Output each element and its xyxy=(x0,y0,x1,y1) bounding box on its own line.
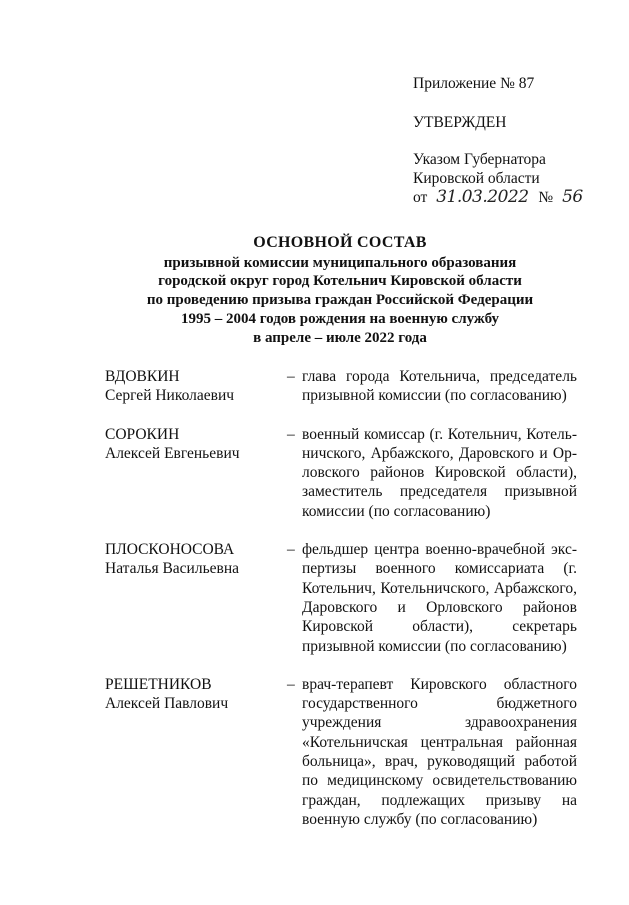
member-name xyxy=(105,425,280,464)
member-given-names: Алексей Евгеньевич xyxy=(105,444,240,462)
members-list xyxy=(105,367,585,829)
handwritten-date: 31.03.2022 xyxy=(436,187,529,207)
number-label: № xyxy=(538,189,554,206)
decree-date-number xyxy=(413,188,613,207)
handwritten-number: 56 xyxy=(562,187,583,207)
approved-label: УТВЕРЖДЕН xyxy=(413,114,507,131)
member-entry xyxy=(105,540,585,656)
member-role: глава города Котельнича, председатель призывной комиссии (по согласованию) xyxy=(302,368,577,405)
heading-line: по проведению призыва граждан Российской Федерации xyxy=(146,292,534,309)
member-role: врач-терапевт Кировского областного государственного бюджетного учреждения здравоохранения «Котельничская центральная районная больница», врач, руководящий работой по медицинскому освидетельствованию граждан, подлежащих призыву на военную службу (по согласованию) xyxy=(302,675,577,828)
appendix-label: Приложение № 87 xyxy=(413,75,535,92)
member-role: фельдшер центра военно-врачебной экспертизы военного комиссариата (г. Котельнич, Котельничского, Арбажского, Даровского и Орловского районов Кировской области), секретарь призывной комиссии (по согласованию) xyxy=(302,541,577,655)
member-dash: – xyxy=(287,675,295,693)
heading-line: в апреле – июле 2022 года xyxy=(253,329,427,346)
member-dash: – xyxy=(287,425,295,443)
member-surname: СОРОКИН xyxy=(105,425,180,443)
decree-line-1: Указом Губернатора xyxy=(413,151,546,168)
heading-line: призывной комиссии муниципального образования xyxy=(163,254,517,271)
heading-line: 1995 – 2004 годов рождения на военную службу xyxy=(180,310,500,327)
member-dash: – xyxy=(287,368,295,385)
document-heading xyxy=(100,234,580,347)
member-entry xyxy=(105,425,585,521)
member-entry xyxy=(105,675,585,829)
member-entry xyxy=(105,367,585,406)
member-dash: – xyxy=(287,541,295,559)
member-name xyxy=(105,675,280,714)
from-label: от xyxy=(413,189,428,206)
member-given-names: Сергей Николаевич xyxy=(105,387,235,405)
member-role: военный комиссар (г. Котельнич, Котельничского, Арбажского, Даровского и Орловского районов Кировской области), заместитель председателя призывной комиссии (по согласованию) xyxy=(302,425,577,520)
member-name xyxy=(105,540,280,579)
member-name xyxy=(105,367,280,406)
approval-block xyxy=(413,74,613,207)
member-given-names: Наталья Васильевна xyxy=(105,560,240,578)
member-surname: ВДОВКИН xyxy=(105,368,180,385)
heading-line: городской округ город Котельнич Кировской области xyxy=(158,273,522,290)
member-surname: ПЛОСКОНОСОВА xyxy=(105,541,235,559)
member-given-names: Алексей Павлович xyxy=(105,695,229,713)
decree-line-2: Кировской области xyxy=(413,170,540,187)
heading-title: ОСНОВНОЙ СОСТАВ xyxy=(253,234,427,251)
member-surname: РЕШЕТНИКОВ xyxy=(105,675,212,693)
